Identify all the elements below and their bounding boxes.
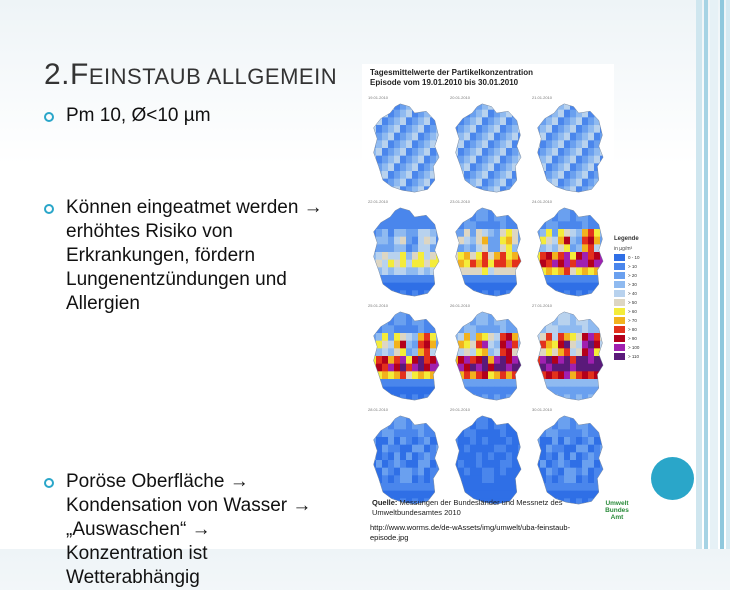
- source-text: Messungen der Bundesländer und Messnetz des Umweltbundesamtes 2010: [372, 498, 563, 517]
- uba-logo: [602, 500, 632, 521]
- map-date-label: 27.01.2010: [532, 303, 553, 308]
- bullet-list: [40, 104, 340, 588]
- map-date-label: 29.01.2010: [450, 407, 471, 412]
- bullet-line: erhöhtes Risiko von: [66, 221, 233, 242]
- germany-maps-grid: [362, 94, 614, 524]
- legend-label: > 70: [628, 317, 637, 323]
- map-legend: [614, 236, 670, 360]
- legend-label: > 30: [628, 281, 637, 287]
- germany-map: [532, 199, 607, 299]
- legend-row: [614, 280, 670, 288]
- slide-title: [44, 58, 337, 92]
- legend-rows: [614, 253, 670, 360]
- legend-row: [614, 316, 670, 324]
- germany-map: [368, 407, 443, 507]
- map-date-label: 25.01.2010: [368, 303, 389, 308]
- title-initial: F: [70, 58, 89, 91]
- map-date-label: 19.01.2010: [368, 95, 389, 100]
- decorative-stripes: [696, 0, 730, 549]
- bullet-line: Können eingeatmet werden →: [66, 197, 323, 218]
- stripe: [704, 0, 708, 549]
- decorative-circle: [651, 457, 694, 500]
- bullet-line: Poröse Oberfläche →: [66, 471, 249, 492]
- legend-swatch: [614, 308, 625, 315]
- bullet-line: Allergien: [66, 293, 140, 314]
- legend-swatch: [614, 272, 625, 279]
- germany-map: [532, 303, 607, 403]
- map-date-label: 26.01.2010: [450, 303, 471, 308]
- bullet-circle-icon: [44, 478, 54, 488]
- legend-swatch: [614, 317, 625, 324]
- uba-logo-line: Bundes: [605, 507, 629, 514]
- bullet-text: Pm 10, Ø<10 µm: [66, 105, 211, 126]
- germany-map: [368, 199, 443, 299]
- legend-label: > 100: [628, 344, 640, 350]
- legend-label: > 80: [628, 326, 637, 332]
- source-label: Quelle:: [372, 498, 398, 507]
- particle-concentration-figure: [362, 64, 614, 549]
- germany-map: [532, 407, 607, 507]
- bullet-line: Lungenentzündungen und: [66, 269, 287, 290]
- figure-title: [370, 68, 590, 88]
- legend-swatch: [614, 353, 625, 360]
- legend-label: > 10: [628, 263, 637, 269]
- legend-row: [614, 271, 670, 279]
- bullet-line: Erkrankungen, fördern: [66, 245, 256, 266]
- stripe: [726, 0, 730, 549]
- legend-row: [614, 253, 670, 261]
- bullet-line: „Auswaschen“ →: [66, 519, 211, 540]
- stripe: [720, 0, 724, 549]
- legend-row: [614, 262, 670, 270]
- figure-source: [372, 498, 594, 518]
- figure-title-line: Episode vom 19.01.2010 bis 30.01.2010: [370, 78, 519, 87]
- figure-title-line: Tagesmittelwerte der Partikelkonzentration: [370, 68, 534, 77]
- legend-title: Legende: [614, 236, 639, 242]
- map-date-label: 21.01.2010: [532, 95, 553, 100]
- legend-unit: in µg/m³: [614, 246, 633, 252]
- germany-map: [450, 407, 525, 507]
- bullet-item: [40, 470, 340, 590]
- uba-logo-line: Amt: [610, 514, 624, 521]
- legend-label: > 20: [628, 272, 637, 278]
- legend-swatch: [614, 290, 625, 297]
- legend-label: > 110: [628, 353, 640, 359]
- title-rest: EINSTAUB ALLGEMEIN: [88, 64, 338, 89]
- germany-map: [368, 303, 443, 403]
- legend-label: > 60: [628, 308, 637, 314]
- germany-map: [450, 95, 525, 195]
- legend-row: [614, 289, 670, 297]
- map-date-label: 22.01.2010: [368, 199, 389, 204]
- legend-row: [614, 334, 670, 342]
- legend-swatch: [614, 344, 625, 351]
- legend-label: > 40: [628, 290, 637, 296]
- legend-swatch: [614, 263, 625, 270]
- legend-label: 0 - 10: [628, 254, 640, 260]
- legend-row: [614, 352, 670, 360]
- bullet-line: Wetterabhängig: [66, 567, 200, 588]
- bullet-item: [40, 196, 340, 316]
- bullet-item: [40, 104, 340, 128]
- legend-swatch: [614, 281, 625, 288]
- legend-swatch: [614, 254, 625, 261]
- map-date-label: 24.01.2010: [532, 199, 553, 204]
- germany-map: [450, 199, 525, 299]
- bullet-circle-icon: [44, 204, 54, 214]
- uba-logo-line: Umwelt: [605, 500, 629, 507]
- source-url: http://www.worms.de/de-wAssets/img/umwelt/uba-feinstaub-episode.jpg: [370, 523, 571, 542]
- legend-row: [614, 307, 670, 315]
- map-date-label: 23.01.2010: [450, 199, 471, 204]
- map-date-label: 28.01.2010: [368, 407, 389, 412]
- legend-label: > 90: [628, 335, 637, 341]
- bullet-circle-icon: [44, 112, 54, 122]
- legend-swatch: [614, 335, 625, 342]
- legend-row: [614, 325, 670, 333]
- germany-map: [450, 303, 525, 403]
- legend-swatch: [614, 326, 625, 333]
- legend-label: > 50: [628, 299, 637, 305]
- legend-row: [614, 298, 670, 306]
- bullet-line: Konzentration ist: [66, 543, 208, 564]
- title-number: 2.: [44, 58, 71, 91]
- stripe: [696, 0, 702, 549]
- map-date-label: 30.01.2010: [532, 407, 553, 412]
- germany-map: [368, 95, 443, 195]
- legend-row: [614, 343, 670, 351]
- legend-swatch: [614, 299, 625, 306]
- bullet-line: Kondensation von Wasser →: [66, 495, 312, 516]
- stripe: [710, 0, 718, 549]
- map-date-label: 20.01.2010: [450, 95, 471, 100]
- germany-map: [532, 95, 607, 195]
